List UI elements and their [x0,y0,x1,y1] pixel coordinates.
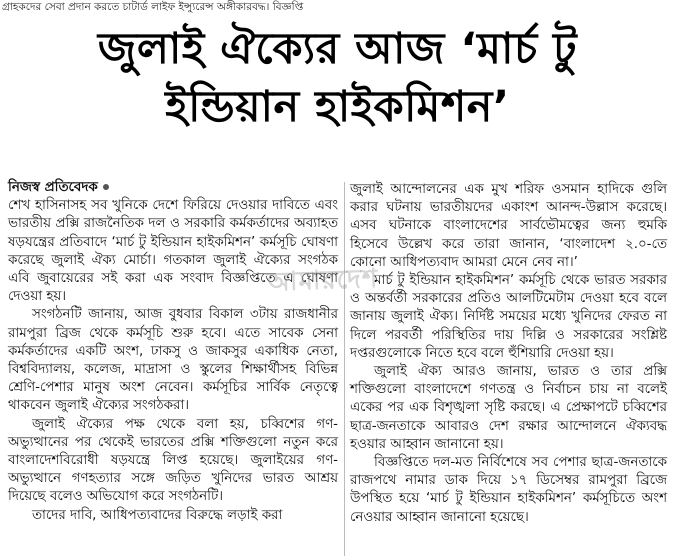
column-divider [344,182,345,556]
article-paragraph: বিজ্ঞপ্তিতে দল-মত নির্বিশেষে সব পেশার ছাত্র-জনতাকে রাজপথে নামার ডাক দিয়ে ১৭ ডিসেম্বর রামপুরা ব্রিজে উপস্থিত হয়ে ‘মার্চ টু ইন্ডিয়ান হাইকমিশন’ কর্মসূচিতে অংশ নেওয়ার আহ্বান জানানো হয়েছে। [350,455,667,525]
article-paragraph: জুলাই আন্দোলনের এক মুখ শরিফ ওসমান হাদিকে গুলি করার ঘটনায় ভারতীয়দের একাংশ আনন্দ-উল্লাস করেছে। এসব ঘটনাকে বাংলাদেশের সার্বভৌমত্বের জন্য হুমকি হিসেবে উল্লেখ করে তারা জানান, ‘বাংলাদেশ ২.০-তে কোনো আধিপত্যবাদ আমরা মেনে নেব না।’ [350,182,667,270]
article-paragraph: সংগঠনটি জানায়, আজ বুধবার বিকাল ৩টায় রাজধানীর রামপুরা ব্রিজ থেকে কর্মসূচি শুরু হবে। এতে সাবেক সেনা কর্মকর্তাদের একটি অংশ, ঢাকসু ও জাকসুর একাধিক নেতা, বিশ্ববিদ্যালয়, কলেজ, মাদ্রাসা ও স্কুলের শিক্ষার্থীসহ বিভিন্ন শ্রেণি-পেশার মানুষ অংশ নেবেন। কর্মসূচির সার্বিক নেতৃত্বে থাকবেন জুলাই ঐক্যের সংগঠকরা। [8,307,338,414]
headline-line-2: ইন্ডিয়ান হাইকমিশন’ [165,82,510,132]
article-column-left [8,179,338,525]
article-paragraph: তাদের দাবি, আধিপত্যবাদের বিরুদ্ধে লড়াই করা [32,507,283,523]
article-paragraph: জুলাই ঐক্য আরও জানায়, ভারত ও তার প্রক্সি শক্তিগুলো বাংলাদেশে গণতন্ত্র ও নির্বাচন চায় না বলেই একের পর এক বিশৃঙ্খলা সৃষ্টি করছে। এ প্রেক্ষাপটে চব্বিশের ছাত্র-জনতাকে আবারও দেশ রক্ষার আন্দোলনে ঐক্যবদ্ধ হওয়ার আহ্বান জানানো হয়। [350,364,667,452]
watermark: আমারদেশ [266,263,379,298]
headline-line-1: জুলাই ঐক্যের আজ ‘মার্চ টু [97,24,578,74]
ticker-strip: গ্রাহকদের সেবা প্রদান করতে চাটার্ড লাইফ ইন্স্যুরেন্স অঙ্গীকারবদ্ধ। বিজ্ঞপ্তি [2,1,304,13]
article-paragraph: জুলাই ঐক্যের পক্ষ থেকে বলা হয়, চব্বিশের গণ-অভ্যুত্থানের পর থেকেই ভারতের প্রক্সি শক্তিগুলো নতুন করে বাংলাদেশবিরোধী ষড়যন্ত্রে লিপ্ত হয়েছে। জুলাইয়ের গণ-অভ্যুত্থানে গণহত্যার সঙ্গে জড়িত খুনিদের ভারত আশ্রয় দিয়েছে বলেও অভিযোগ করে সংগঠনটি। [8,416,338,505]
article-paragraph: মার্চ টু ইন্ডিয়ান হাইকমিশন’ কর্মসূচি থেকে ভারত সরকার ও অন্তর্বর্তী সরকারের প্রতিও আলটিমেটাম দেওয়া হবে বলে জানায় জুলাই ঐক্য। নির্দিষ্ট সময়ের মধ্যে খুনিদের ফেরত না দিলে পরবর্তী পরিস্থিতির দায় দিল্লি ও সরকারের সংশ্লিষ্ট দপ্তরগুলোকে নিতে হবে বলে হুঁশিয়ারি দেওয়া হয়। [350,273,667,361]
article-paragraph: শেখ হাসিনাসহ সব খুনিকে দেশে ফিরিয়ে দেওয়ার দাবিতে এবং ভারতীয় প্রক্সি রাজনৈতিক দল ও সরকারি কর্মকর্তাদের অব্যাহত ষড়যন্ত্রের প্রতিবাদে ‘মার্চ টু ইন্ডিয়ান হাইকমিশন’ কর্মসূচি ঘোষণা করেছে জুলাই ঐক্য মোর্চা। গতকাল জুলাই ঐক্যের সংগঠক এবি জুবায়েরের সই করা এক সংবাদ বিজ্ঞপ্তিতে এ ঘোষণা দেওয়া হয়। [8,198,338,305]
byline-bullet-icon [103,184,109,190]
headline [0,20,675,136]
byline: নিজস্ব প্রতিবেদক [8,179,338,197]
article-column-right [350,181,667,527]
